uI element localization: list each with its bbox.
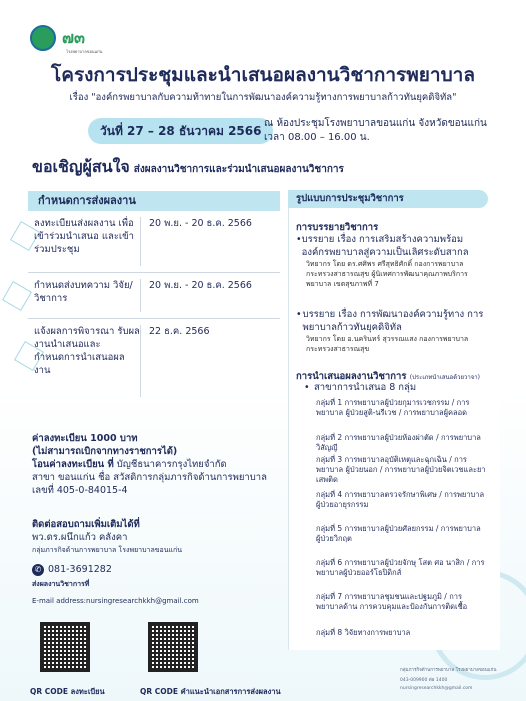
lecture-speaker: วิทยากร โดย อ.นครินทร์ สุวรรณแสง กองการพยาบาล กระทรวงสาธารณสุข [306, 335, 469, 353]
event-date: วันที่ 27 – 28 ธันวาคม 2566 [88, 118, 273, 144]
fee-bank: บัญชีธนาคารกรุงไทยจำกัด [113, 459, 227, 470]
qr-code-registration[interactable] [40, 622, 90, 672]
group-item: กลุ่มที่ 1 การพยาบาลผู้ป่วยกุมารเวชกรรม / การพยาบาล ผู้ป่วยสูติ-นรีเวช / การพยาบาลผู้คลอด [316, 398, 470, 417]
footer-phone: 043-009900 ต่อ 1400 [400, 678, 448, 683]
branch-label: สาขาการนำเสนอ 8 กลุ่ม [314, 382, 417, 393]
group-item: กลุ่มที่ 5 การพยาบาลผู้ป่วยศัลยกรรม / การพยาบาล ผู้ป่วยวิกฤต [316, 524, 481, 543]
schedule-item: กำหนดส่งบทความ วิจัย/วิชาการ [34, 280, 133, 304]
schedule-row [28, 273, 280, 319]
fee-amount: ค่าลงทะเบียน 1000 บาท [32, 433, 138, 444]
invitation-heading [32, 155, 344, 180]
page-title: โครงการประชุมและนำเสนอผลงานวิชาการพยาบาล [51, 64, 475, 86]
qr-label-registration: QR CODE ลงทะเบียน [30, 687, 105, 696]
fee-account: เลขที่ 405-0-84015-4 [32, 485, 128, 496]
group-item: กลุ่มที่ 4 การพยาบาลตรวจรักษาพิเศษ / การพยาบาล ผู้ป่วยอายุรกรรม [316, 490, 485, 509]
schedule-row [28, 211, 280, 273]
group-item: กลุ่มที่ 7 การพยาบาลชุมชนและปฐมภูมิ / การพยาบาลด้าน การควบคุมและป้องกันการติดเชื้อ [316, 592, 468, 611]
lecture-title: บรรยาย เรื่อง การพัฒนาองค์ความรู้ทาง การพยาบาลก้าวทันยุคดิจิทัล [302, 309, 484, 333]
qr-code-guidelines[interactable] [148, 622, 198, 672]
schedule-item: ลงทะเบียนส่งผลงาน เพื่อเข้าร่วมนำเสนอ และเข้าร่วมประชุม [34, 218, 134, 255]
schedule-date: 22 ธ.ค. 2566 [140, 325, 280, 397]
contact-title: ติดต่อสอบถามเพิ่มเติมได้ที่ [32, 519, 140, 530]
phone-icon: ✆ [32, 564, 44, 576]
registration-fee [32, 432, 282, 497]
contact-email[interactable]: E-mail address:nursingresearchkkh@gmail.com [32, 597, 199, 605]
page-subtitle: เรื่อง "องค์กรพยาบาลกับความท้าทายในการพัฒนาองค์ความรู้ทางการพยาบาลก้าวทันยุคดิจิทัล" [69, 92, 457, 103]
footer-email: nursingresearchkkh@gmail.com [400, 686, 473, 691]
contact-block [32, 518, 282, 608]
schedule-item: แจ้งผลการพิจารณา รับผลงานนำเสนอและ กำหนดการนำเสนอผล งาน [34, 326, 140, 376]
fee-transfer-label: โอนค่าลงทะเบียน ที่ [32, 459, 114, 470]
lecture-item: • บรรยาย เรื่อง การพัฒนาองค์ความรู้ทาง การพยาบาลก้าวทันยุคดิจิทัล วิทยากร โดย อ.นครินทร์ สุวรรณแสง กองการพยาบาล กระทรวงสาธารณสุข [296, 308, 486, 354]
schedule-date: 20 พ.ย. - 20 ธ.ค. 2566 [140, 279, 280, 312]
contact-dept: ส่งผลงานวิชาการที่ [32, 580, 90, 588]
invitation-small: ส่งผลงานวิชาการและร่วมนำเสนอผลงานวิชาการ [133, 164, 344, 175]
schedule-title: กำหนดการส่งผลงาน [28, 191, 280, 211]
fee-transfer [32, 458, 282, 471]
fee-branch: สาขา ขอนแก่น ชื่อ สวัสดิการกลุ่มภารกิจด้านการพยาบาล [32, 472, 267, 483]
presentation-title: การนำเสนอผลงานวิชาการ [296, 371, 407, 382]
group-item: กลุ่มที่ 8 วิจัยทางการพยาบาล [316, 628, 411, 637]
schedule-row [28, 319, 280, 403]
branch-item: • สาขาการนำเสนอ 8 กลุ่ม [304, 382, 417, 393]
qr-label-guidelines: QR CODE คำแนะนำเอกสารการส่งผลงาน [140, 687, 281, 696]
hospital-logo [30, 25, 56, 51]
contact-org: กลุ่มภารกิจด้านการพยาบาล โรงพยาบาลขอนแก่น [32, 546, 183, 554]
contact-phone [32, 563, 282, 576]
anniversary-logo: ๗๓ [62, 28, 85, 47]
group-item: กลุ่มที่ 2 การพยาบาลผู้ป่วยห้องผ่าตัด / การพยาบาลวิสัญญี [316, 433, 481, 452]
presentation-note: (ประเภทนำเสนอด้วยวาจา) [409, 374, 480, 381]
lecture-item: • บรรยาย เรื่อง การเสริมสร้างความพร้อม องค์กรพยาบาลสู่ความเป็นเลิศระดับสากล วิทยากร โดย ดร.ศศิพร ศรีสุทธิศักดิ์ กองการพยาบาล กระทรวงสาธารณสุข ผู้นิเทศการพัฒนาคุณภาพบริการ พยาบาล เขตสุขภาพที่ 7 [296, 233, 486, 289]
invitation-big: ขอเชิญผู้สนใจ [32, 157, 130, 176]
lecture-title: บรรยาย เรื่อง การเสริมสร้างความพร้อม องค์กรพยาบาลสู่ความเป็นเลิศระดับสากล [301, 234, 469, 258]
schedule-date: 20 พ.ย. - 20 ธ.ค. 2566 [140, 217, 280, 266]
fee-note: (ไม่สามารถเบิกจากทางราชการได้) [32, 446, 178, 457]
logo-caption: โรงพยาบาลขอนแก่น [66, 49, 103, 54]
schedule-table [28, 211, 280, 403]
lecture-speaker: วิทยากร โดย ดร.ศศิพร ศรีสุทธิศักดิ์ กองการพยาบาล กระทรวงสาธารณสุข ผู้นิเทศการพัฒนาคุณภาพบริการ พยาบาล เขตสุขภาพที่ 7 [306, 260, 468, 288]
footer-org: กลุ่มภารกิจด้านการพยาบาล โรงพยาบาลขอนแก่น [400, 668, 497, 673]
time-line: เวลา 08.00 – 16.00 น. [264, 132, 370, 143]
group-item: กลุ่มที่ 3 การพยาบาลอุบัติเหตุและฉุกเฉิน / การพยาบาล ผู้ป่วยนอก / การพยาบาลผู้ป่วยจิตเวชและยาเสพติด [316, 455, 486, 484]
event-venue [264, 117, 487, 145]
venue-line: ณ ห้องประชุมโรงพยาบาลขอนแก่น จังหวัดขอนแก่น [264, 118, 487, 129]
phone-number[interactable]: 081-3691282 [48, 564, 112, 575]
contact-name: พว.ดร.ผนึกแก้ว คลังคา [32, 532, 128, 543]
lecture-heading: การบรรยายวิชาการ [296, 222, 379, 233]
format-title: รูปแบบการประชุมวิชาการ [288, 190, 488, 208]
group-item: กลุ่มที่ 6 การพยาบาลผู้ป่วยจักษุ โสต ศอ นาสิก / การพยาบาลผู้ป่วยออร์โธปิดิกส์ [316, 558, 485, 577]
